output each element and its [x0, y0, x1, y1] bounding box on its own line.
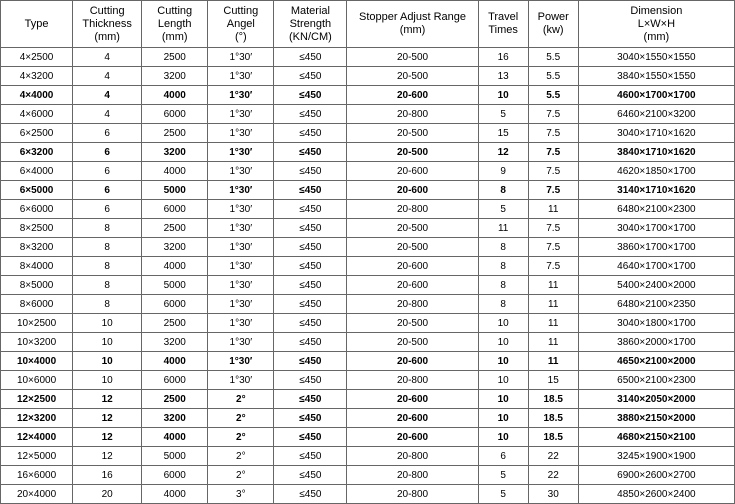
table-cell: 8×2500: [1, 219, 73, 238]
table-cell: 8: [478, 257, 528, 276]
table-cell: 12×4000: [1, 428, 73, 447]
table-cell: 8: [73, 219, 142, 238]
table-cell: 6×4000: [1, 162, 73, 181]
table-cell: 5: [478, 485, 528, 504]
table-cell: 5: [478, 200, 528, 219]
table-cell: 10: [73, 314, 142, 333]
table-cell: 16×6000: [1, 466, 73, 485]
table-cell: 1°30′: [208, 257, 274, 276]
column-header-line: Stopper Adjust Range: [359, 11, 467, 23]
table-row: [1, 105, 735, 124]
column-header-line: Angel: [226, 17, 255, 30]
table-cell: 1°30′: [208, 314, 274, 333]
table-cell: 5400×2400×2000: [578, 276, 734, 295]
table-cell: 20-600: [347, 181, 478, 200]
table-cell: 16: [73, 466, 142, 485]
column-header-line: Dimension: [630, 4, 683, 17]
table-cell: 6×5000: [1, 181, 73, 200]
table-cell: 12: [73, 409, 142, 428]
table-cell: 12: [73, 447, 142, 466]
table-cell: 10: [478, 390, 528, 409]
table-cell: ≤450: [274, 238, 347, 257]
table-cell: 6000: [142, 295, 208, 314]
table-cell: 3200: [142, 67, 208, 86]
table-cell: 10: [478, 428, 528, 447]
column-header-2: [142, 1, 208, 48]
table-cell: 3040×1710×1620: [578, 124, 734, 143]
table-cell: 3880×2150×2000: [578, 409, 734, 428]
table-cell: 10: [478, 86, 528, 105]
table-cell: 2500: [142, 314, 208, 333]
table-row: [1, 238, 735, 257]
column-header-line: Cutting: [223, 4, 259, 17]
table-cell: ≤450: [274, 105, 347, 124]
table-cell: 18.5: [528, 428, 578, 447]
column-header-8: [578, 1, 734, 48]
table-row: [1, 409, 735, 428]
table-cell: 10: [478, 352, 528, 371]
table-cell: 4680×2150×2100: [578, 428, 734, 447]
table-cell: 1°30′: [208, 371, 274, 390]
column-header-line: Length: [157, 17, 192, 30]
table-cell: 8: [478, 295, 528, 314]
table-row: [1, 67, 735, 86]
table-cell: 3840×1550×1550: [578, 67, 734, 86]
table-cell: 10×6000: [1, 371, 73, 390]
table-cell: 4000: [142, 485, 208, 504]
table-cell: 6×6000: [1, 200, 73, 219]
table-cell: 12: [73, 428, 142, 447]
table-cell: 1°30′: [208, 219, 274, 238]
table-cell: ≤450: [274, 143, 347, 162]
table-cell: 20-800: [347, 371, 478, 390]
table-cell: 8: [478, 181, 528, 200]
table-cell: 6: [478, 447, 528, 466]
table-cell: 8: [73, 276, 142, 295]
table-cell: 12: [73, 390, 142, 409]
table-cell: 5: [478, 105, 528, 124]
table-row: [1, 276, 735, 295]
table-row: [1, 257, 735, 276]
table-cell: 8: [73, 295, 142, 314]
table-cell: 20-600: [347, 257, 478, 276]
table-cell: ≤450: [274, 447, 347, 466]
table-cell: 6000: [142, 371, 208, 390]
table-cell: 4000: [142, 352, 208, 371]
table-cell: ≤450: [274, 162, 347, 181]
table-cell: 20-800: [347, 295, 478, 314]
table-cell: 6480×2100×2300: [578, 200, 734, 219]
table-cell: ≤450: [274, 371, 347, 390]
table-cell: 8: [73, 238, 142, 257]
table-cell: 7.5: [528, 162, 578, 181]
table-cell: 5000: [142, 181, 208, 200]
column-header-line: L×W×H: [637, 17, 676, 30]
table-row: [1, 371, 735, 390]
column-header-line: Thickness: [82, 17, 132, 30]
column-header-line: Strength: [289, 17, 332, 30]
table-cell: 20-500: [347, 124, 478, 143]
table-cell: ≤450: [274, 124, 347, 143]
column-header-0: [1, 1, 73, 48]
table-cell: 15: [478, 124, 528, 143]
table-row: [1, 143, 735, 162]
table-cell: 20-600: [347, 86, 478, 105]
table-cell: 20-600: [347, 276, 478, 295]
table-cell: 11: [528, 295, 578, 314]
table-cell: 3040×1800×1700: [578, 314, 734, 333]
table-cell: 6460×2100×3200: [578, 105, 734, 124]
table-cell: 4: [73, 67, 142, 86]
table-cell: 3840×1710×1620: [578, 143, 734, 162]
table-cell: 3040×1700×1700: [578, 219, 734, 238]
table-cell: ≤450: [274, 485, 347, 504]
table-cell: ≤450: [274, 219, 347, 238]
table-cell: 10: [478, 409, 528, 428]
table-cell: 3040×1550×1550: [578, 48, 734, 67]
table-cell: ≤450: [274, 295, 347, 314]
table-cell: ≤450: [274, 390, 347, 409]
table-cell: 20-600: [347, 409, 478, 428]
table-cell: ≤450: [274, 409, 347, 428]
table-cell: 10: [73, 352, 142, 371]
column-header-line: (mm): [399, 24, 426, 36]
column-header-7: [528, 1, 578, 48]
table-cell: 6: [73, 124, 142, 143]
table-cell: 3200: [142, 238, 208, 257]
table-cell: 10: [478, 333, 528, 352]
table-header: [1, 1, 735, 48]
table-cell: 4000: [142, 86, 208, 105]
table-cell: 8×6000: [1, 295, 73, 314]
table-cell: 8: [73, 257, 142, 276]
table-cell: 1°30′: [208, 48, 274, 67]
table-cell: 11: [478, 219, 528, 238]
table-row: [1, 48, 735, 67]
column-header-line: (°): [234, 30, 247, 43]
table-header-row: [1, 1, 735, 48]
table-cell: 7.5: [528, 181, 578, 200]
table-cell: 4000: [142, 428, 208, 447]
column-header-4: [274, 1, 347, 48]
table-cell: 4×6000: [1, 105, 73, 124]
table-cell: 3200: [142, 409, 208, 428]
table-cell: 22: [528, 466, 578, 485]
table-cell: 20-500: [347, 238, 478, 257]
table-cell: 20-800: [347, 200, 478, 219]
table-cell: 7.5: [528, 219, 578, 238]
table-row: [1, 162, 735, 181]
table-cell: 8×3200: [1, 238, 73, 257]
table-cell: 11: [528, 200, 578, 219]
table-cell: 2500: [142, 124, 208, 143]
table-cell: 2°: [208, 390, 274, 409]
table-cell: ≤450: [274, 466, 347, 485]
table-cell: 6: [73, 181, 142, 200]
table-cell: 20-800: [347, 105, 478, 124]
table-row: [1, 447, 735, 466]
table-cell: 20-500: [347, 219, 478, 238]
column-header-line: (KN/CM): [289, 30, 332, 43]
table-cell: 1°30′: [208, 295, 274, 314]
table-cell: 6500×2100×2300: [578, 371, 734, 390]
table-cell: 5000: [142, 276, 208, 295]
table-cell: 6000: [142, 466, 208, 485]
table-row: [1, 314, 735, 333]
table-cell: 3860×1700×1700: [578, 238, 734, 257]
column-header-line: (mm): [643, 30, 670, 43]
table-cell: 7.5: [528, 257, 578, 276]
table-cell: 30: [528, 485, 578, 504]
table-cell: 20-600: [347, 428, 478, 447]
table-cell: 12×3200: [1, 409, 73, 428]
table-cell: 1°30′: [208, 143, 274, 162]
table-cell: 1°30′: [208, 162, 274, 181]
table-cell: 18.5: [528, 390, 578, 409]
table-cell: 4: [73, 86, 142, 105]
table-row: [1, 219, 735, 238]
table-cell: 6×2500: [1, 124, 73, 143]
table-row: [1, 86, 735, 105]
table-cell: 8: [478, 276, 528, 295]
table-cell: 10×3200: [1, 333, 73, 352]
table-cell: 5000: [142, 447, 208, 466]
table-cell: 7.5: [528, 105, 578, 124]
table-cell: 1°30′: [208, 105, 274, 124]
column-header-line: Times: [488, 24, 518, 36]
table-cell: 6000: [142, 200, 208, 219]
table-cell: ≤450: [274, 181, 347, 200]
table-cell: 2°: [208, 409, 274, 428]
table-cell: 2°: [208, 466, 274, 485]
table-cell: 11: [528, 314, 578, 333]
table-cell: ≤450: [274, 314, 347, 333]
table-cell: 4620×1850×1700: [578, 162, 734, 181]
table-cell: 20×4000: [1, 485, 73, 504]
table-cell: 2500: [142, 219, 208, 238]
column-header-line: Travel: [488, 11, 519, 23]
table-cell: 3140×2050×2000: [578, 390, 734, 409]
table-cell: 12: [478, 143, 528, 162]
column-header-5: [347, 1, 478, 48]
table-cell: 4×2500: [1, 48, 73, 67]
table-cell: 1°30′: [208, 86, 274, 105]
table-cell: 1°30′: [208, 238, 274, 257]
table-cell: 4×3200: [1, 67, 73, 86]
table-cell: 8: [478, 238, 528, 257]
table-cell: 3200: [142, 333, 208, 352]
table-cell: 20-500: [347, 67, 478, 86]
table-cell: ≤450: [274, 276, 347, 295]
table-cell: 7.5: [528, 143, 578, 162]
table-cell: 8×4000: [1, 257, 73, 276]
column-header-line: Material: [290, 4, 330, 17]
column-header-line: (mm): [94, 30, 120, 43]
table-cell: 4640×1700×1700: [578, 257, 734, 276]
table-cell: 22: [528, 447, 578, 466]
table-cell: 18.5: [528, 409, 578, 428]
table-row: [1, 390, 735, 409]
table-cell: 10×4000: [1, 352, 73, 371]
table-cell: 1°30′: [208, 276, 274, 295]
table-cell: 2500: [142, 390, 208, 409]
column-header-3: [208, 1, 274, 48]
table-cell: ≤450: [274, 48, 347, 67]
table-cell: 1°30′: [208, 67, 274, 86]
table-row: [1, 428, 735, 447]
table-cell: 20-800: [347, 466, 478, 485]
table-cell: 10: [478, 314, 528, 333]
column-header-6: [478, 1, 528, 48]
table-cell: 9: [478, 162, 528, 181]
column-header-1: [73, 1, 142, 48]
table-cell: 5.5: [528, 67, 578, 86]
table-cell: 10: [478, 371, 528, 390]
table-cell: 4600×1700×1700: [578, 86, 734, 105]
table-cell: 6480×2100×2350: [578, 295, 734, 314]
table-cell: 3°: [208, 485, 274, 504]
table-cell: 6: [73, 200, 142, 219]
table-cell: 10×2500: [1, 314, 73, 333]
table-cell: ≤450: [274, 86, 347, 105]
table-row: [1, 466, 735, 485]
column-header-line: Cutting: [89, 4, 125, 17]
table-cell: 11: [528, 276, 578, 295]
table-row: [1, 333, 735, 352]
table-cell: 13: [478, 67, 528, 86]
table-row: [1, 485, 735, 504]
table-cell: 20-600: [347, 352, 478, 371]
table-cell: 2500: [142, 48, 208, 67]
table-cell: 4650×2100×2000: [578, 352, 734, 371]
table-cell: ≤450: [274, 200, 347, 219]
table-cell: 20-800: [347, 485, 478, 504]
table-row: [1, 200, 735, 219]
table-cell: 20-500: [347, 333, 478, 352]
table-cell: 20-500: [347, 48, 478, 67]
table-cell: 8×5000: [1, 276, 73, 295]
table-cell: 12×2500: [1, 390, 73, 409]
table-cell: 20-500: [347, 143, 478, 162]
table-cell: 20-600: [347, 390, 478, 409]
table-cell: 15: [528, 371, 578, 390]
table-row: [1, 124, 735, 143]
table-cell: 20-500: [347, 314, 478, 333]
table-cell: 10: [73, 371, 142, 390]
table-cell: 1°30′: [208, 124, 274, 143]
column-header-line: Power: [537, 11, 569, 23]
table-cell: 20-600: [347, 162, 478, 181]
table-cell: 5.5: [528, 86, 578, 105]
table-cell: 1°30′: [208, 200, 274, 219]
column-header-line: (mm): [161, 30, 188, 43]
table-row: [1, 352, 735, 371]
table-cell: 2°: [208, 428, 274, 447]
column-header-line: Cutting: [157, 4, 193, 17]
table-cell: 4000: [142, 162, 208, 181]
table-cell: 6: [73, 162, 142, 181]
table-cell: 1°30′: [208, 352, 274, 371]
column-header-line: (kw): [542, 24, 564, 36]
table-cell: 6900×2600×2700: [578, 466, 734, 485]
table-cell: 2°: [208, 447, 274, 466]
table-cell: 3140×1710×1620: [578, 181, 734, 200]
table-cell: ≤450: [274, 67, 347, 86]
table-cell: ≤450: [274, 352, 347, 371]
table-cell: 1°30′: [208, 181, 274, 200]
table-cell: 4×4000: [1, 86, 73, 105]
column-header-line: Type: [24, 17, 49, 30]
table-cell: 4: [73, 48, 142, 67]
table-cell: 12×5000: [1, 447, 73, 466]
table-cell: 4: [73, 105, 142, 124]
table-cell: 20-800: [347, 447, 478, 466]
table-cell: ≤450: [274, 428, 347, 447]
table-cell: 7.5: [528, 124, 578, 143]
table-row: [1, 181, 735, 200]
table-cell: 10: [73, 333, 142, 352]
table-cell: 16: [478, 48, 528, 67]
table-cell: 5: [478, 466, 528, 485]
table-cell: ≤450: [274, 257, 347, 276]
table-cell: 3245×1900×1900: [578, 447, 734, 466]
table-cell: 5.5: [528, 48, 578, 67]
table-cell: 3200: [142, 143, 208, 162]
table-cell: ≤450: [274, 333, 347, 352]
table-row: [1, 295, 735, 314]
table-cell: 1°30′: [208, 333, 274, 352]
table-body: [1, 48, 735, 504]
table-cell: 4000: [142, 257, 208, 276]
table-cell: 11: [528, 333, 578, 352]
table-cell: 6: [73, 143, 142, 162]
table-cell: 3860×2000×1700: [578, 333, 734, 352]
table-cell: 11: [528, 352, 578, 371]
table-cell: 4850×2600×2400: [578, 485, 734, 504]
table-cell: 6000: [142, 105, 208, 124]
table-cell: 20: [73, 485, 142, 504]
table-cell: 6×3200: [1, 143, 73, 162]
table-cell: 7.5: [528, 238, 578, 257]
